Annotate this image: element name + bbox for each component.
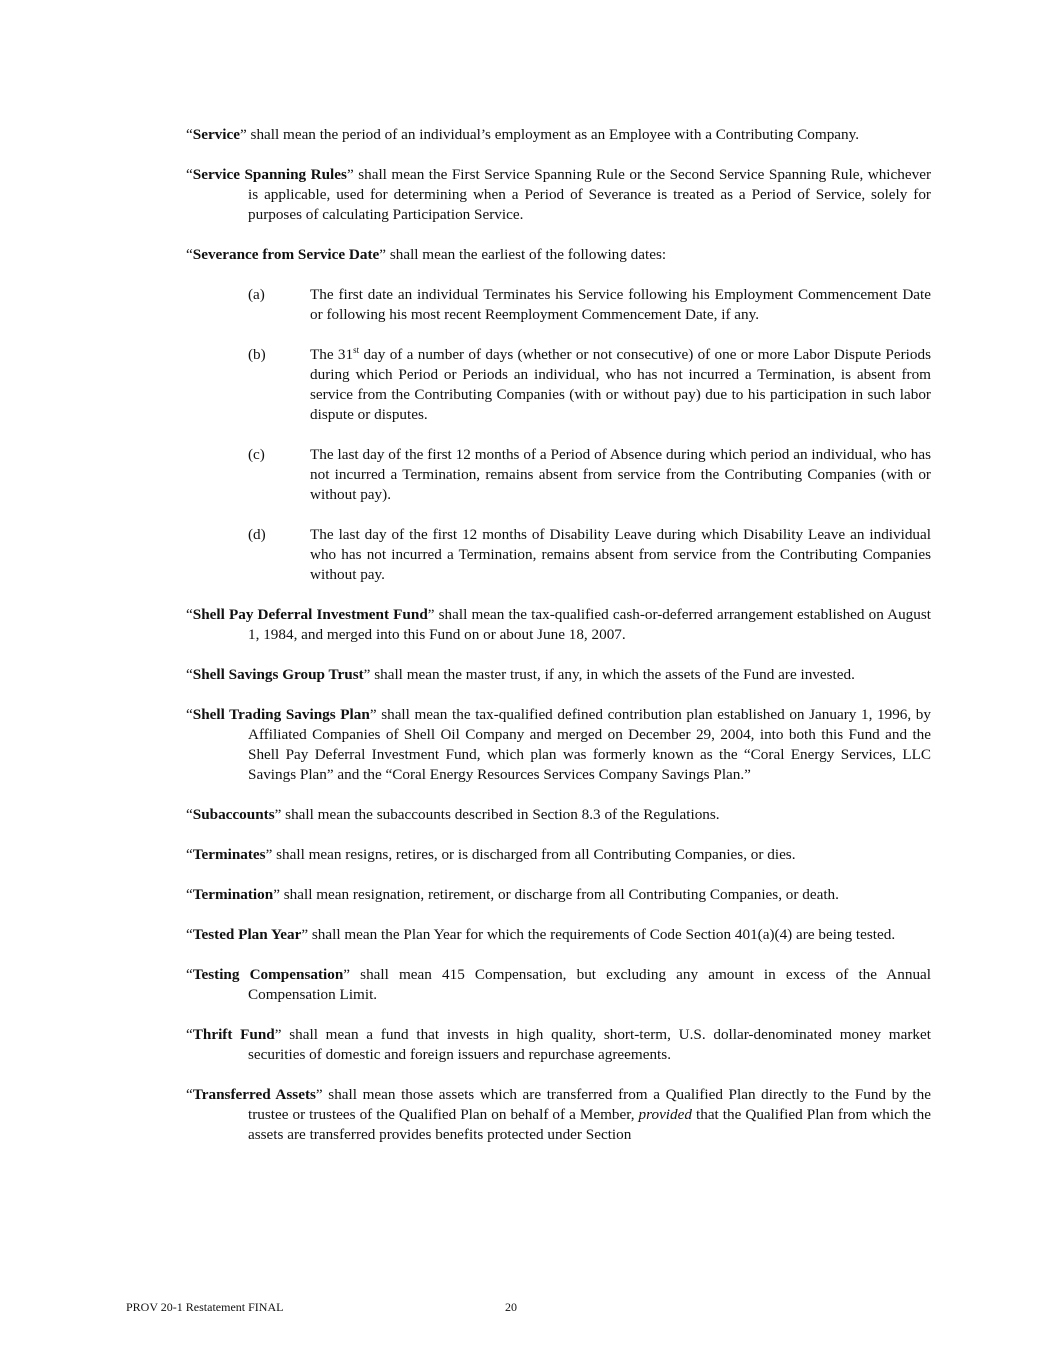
term: Shell Pay Deferral Investment Fund <box>192 606 428 623</box>
definition-shell-pay-deferral-investment-fund: “Shell Pay Deferral Investment Fund” shall mean the tax-qualified cash-or-deferred arrangement established on August 1, 1984, and merged into this Fund on or about June 18, 2007. <box>186 606 931 643</box>
term: Severance from Service Date <box>192 246 380 263</box>
definition-text: shall mean the period of an individual’s employment as an Employee with a Contributing Company. <box>250 126 860 143</box>
term: Service <box>192 126 240 143</box>
definition-thrift-fund: “Thrift Fund” shall mean a fund that invests in high quality, short-term, U.S. dollar-denominated money market securities of domestic and foreign issuers and repurchase agreements. <box>186 1026 931 1063</box>
definition-shell-savings-group-trust: “Shell Savings Group Trust” shall mean the master trust, if any, in which the assets of the Fund are invested. <box>186 666 855 683</box>
definition-text: shall mean the tax-qualified defined contribution plan established on January 1, 1996, by Affiliated Companies of Shell Oil Company and merged on December 29, 2004, into both this Fund and the Shell Pay Deferral Investment Fund, which plan was formerly known as the “Coral Energy Services, LLC Savings Plan” and the “Coral Energy Resources Services Company Savings Plan.” <box>248 706 931 783</box>
severance-item-a <box>248 285 931 325</box>
term: Shell Savings Group Trust <box>192 666 364 683</box>
term: Tested Plan Year <box>192 926 302 943</box>
term: Termination <box>192 886 274 903</box>
definition-text-post: that the Qualified Plan from which the assets are transferred provides benefits protected under Section <box>248 1106 932 1143</box>
item-label: (a) <box>248 286 265 303</box>
item-text-pre: The 31 <box>310 346 354 363</box>
item-text <box>310 345 931 425</box>
definition-terminates: “Terminates” shall mean resigns, retires, or is discharged from all Contributing Companies, or dies. <box>186 846 796 863</box>
definition-text: shall mean resigns, retires, or is discharged from all Contributing Companies, or dies. <box>276 846 796 863</box>
definition-service: “Service” shall mean the period of an individual’s employment as an Employee with a Contributing Company. <box>186 126 860 143</box>
definition-termination: “Termination” shall mean resignation, retirement, or discharge from all Contributing Companies, or death. <box>186 886 839 903</box>
definitions-body <box>186 125 931 1145</box>
term: Thrift Fund <box>192 1026 275 1043</box>
definition-shell-trading-savings-plan: “Shell Trading Savings Plan” shall mean the tax-qualified defined contribution plan established on January 1, 1996, by Affiliated Companies of Shell Oil Company and merged on December 29, 2004, into both this Fund and the Shell Pay Deferral Investment Fund, which plan was formerly known as the “Coral Energy Services, LLC Savings Plan” and the “Coral Energy Resources Services Company Savings Plan.” <box>186 706 931 783</box>
definition-text: shall mean the master trust, if any, in which the assets of the Fund are invested. <box>374 666 855 683</box>
definition-text: shall mean the Plan Year for which the requirements of Code Section 401(a)(4) are being tested. <box>311 926 896 943</box>
ordinal-suffix: st <box>353 344 360 355</box>
term: Shell Trading Savings Plan <box>192 706 370 723</box>
term: Subaccounts <box>192 806 275 823</box>
definition-text: shall mean the First Service Spanning Rule or the Second Service Spanning Rule, whichever is applicable, used for determining when a Period of Severance is treated as a Period of Service, solely for purposes of calculating Participation Service. <box>248 166 931 223</box>
term: Testing Compensation <box>192 966 344 983</box>
definition-text: shall mean the subaccounts described in Section 8.3 of the Regulations. <box>285 806 720 823</box>
definition-service-spanning-rules: “Service Spanning Rules” shall mean the First Service Spanning Rule or the Second Service Spanning Rule, whichever is applicable, used for determining when a Period of Severance is treated as a Period of Service, solely for purposes of calculating Participation Service. <box>186 166 931 223</box>
definition-testing-compensation: “Testing Compensation” shall mean 415 Compensation, but excluding any amount in excess of the Annual Compensation Limit. <box>186 966 932 1003</box>
definition-text: shall mean a fund that invests in high quality, short-term, U.S. dollar-denominated money market securities of domestic and foreign issuers and repurchase agreements. <box>248 1026 931 1063</box>
footer-doc-label: PROV 20-1 Restatement FINAL <box>126 1300 284 1314</box>
definition-text-pre: shall mean those assets which are transferred from a Qualified Plan directly to the Fund by the trustee or trustees of the Qualified Plan on behalf of a Member, <box>248 1086 931 1123</box>
term: Service Spanning Rules <box>192 166 347 183</box>
definition-severance-from-service-date: “Severance from Service Date” shall mean the earliest of the following dates: <box>186 246 667 263</box>
item-text: The last day of the first 12 months of a Period of Absence during which period an individual, who has not incurred a Termination, remains absent from service from the Contributing Companies (with or without pay). <box>310 446 931 503</box>
definition-subaccounts: “Subaccounts” shall mean the subaccounts described in Section 8.3 of the Regulations. <box>186 806 720 823</box>
severance-item-c <box>248 445 931 505</box>
definition-tested-plan-year: “Tested Plan Year” shall mean the Plan Year for which the requirements of Code Section 401(a)(4) are being tested. <box>186 926 896 943</box>
item-text: The last day of the first 12 months of Disability Leave during which Disability Leave an individual who has not incurred a Termination, remains absent from service from the Contributing Companies without pay. <box>310 526 931 583</box>
item-label: (d) <box>248 526 266 543</box>
page-number: 20 <box>505 1300 517 1314</box>
term: Transferred Assets <box>192 1086 316 1103</box>
item-text-post: day of a number of days (whether or not consecutive) of one or more Labor Dispute Periods during which Period or Periods an individual, who has not incurred a Termination, is absent from service from the Contributing Companies (with or without pay) due to his participation in such labor dispute or disputes. <box>310 346 931 423</box>
item-label: (b) <box>248 346 266 363</box>
severance-item-b <box>248 345 931 425</box>
term: Terminates <box>192 846 266 863</box>
item-text: The first date an individual Terminates his Service following his Employment Commencement Date or following his most recent Reemployment Commencement Date, if any. <box>310 286 931 323</box>
severance-item-d <box>248 525 931 585</box>
definition-text: shall mean the tax-qualified cash-or-deferred arrangement established on August 1, 1984, and merged into this Fund on or about June 18, 2007. <box>248 606 931 643</box>
definition-text: shall mean 415 Compensation, but excluding any amount in excess of the Annual Compensation Limit. <box>248 966 932 1003</box>
definition-transferred-assets: “Transferred Assets” shall mean those assets which are transferred from a Qualified Plan directly to the Fund by the trustee or trustees of the Qualified Plan on behalf of a Member, provided that the Qualified Plan from which the assets are transferred provides benefits protected under Section <box>186 1086 932 1143</box>
definition-text-italic: provided <box>638 1106 692 1123</box>
definition-text: shall mean resignation, retirement, or discharge from all Contributing Companies, or death. <box>283 886 839 903</box>
definition-text: shall mean the earliest of the following dates: <box>389 246 667 263</box>
item-label: (c) <box>248 446 265 463</box>
